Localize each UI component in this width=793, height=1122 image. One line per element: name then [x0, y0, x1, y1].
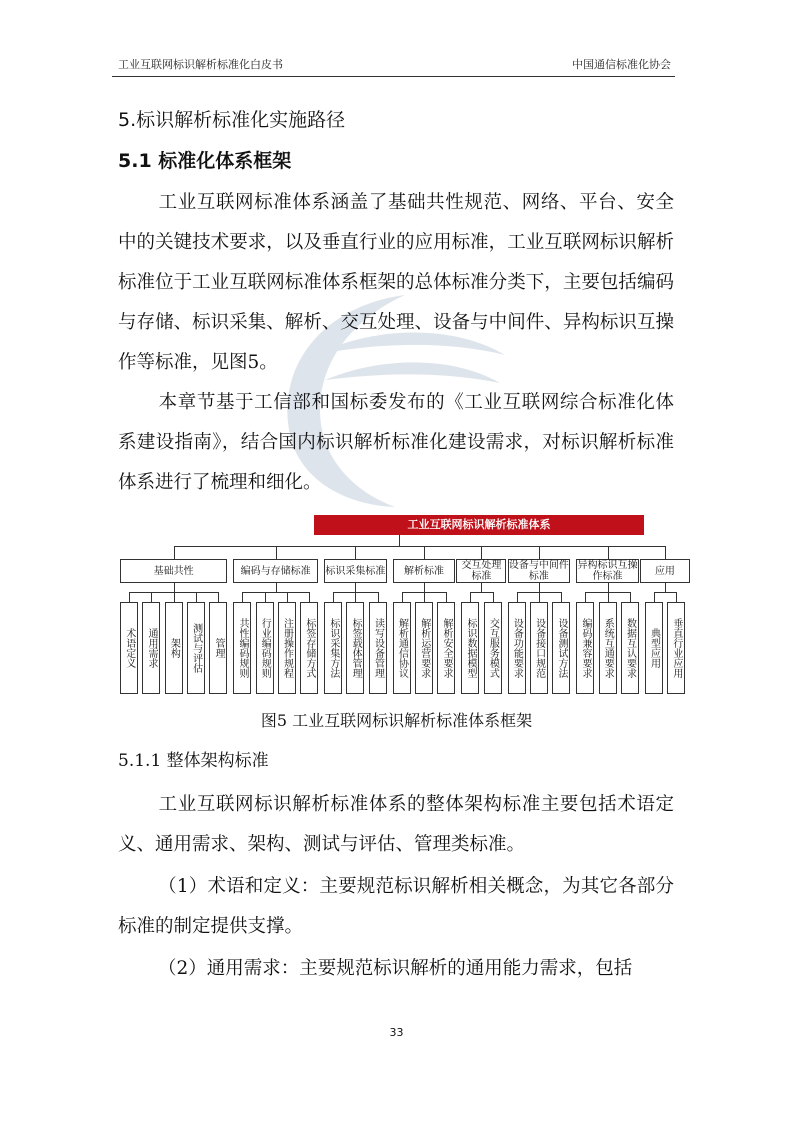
paragraph-1-text: 工业互联网标准体系涵盖了基础共性规范、网络、平台、安全中的关键技术要求，以及垂直行业的应用标准，工业互联网标识解析标准位于工业互联网标准体系框架的总体标准分类下，主要包括编码与存储、标识采集、解析、交互处理、设备与中间件、异构标识互操作等标准，见图5。: [118, 192, 674, 373]
section-title: 5.标识解析标准化实施路径: [118, 109, 346, 131]
connector-line: [539, 583, 540, 592]
leaf-standard: 典型应用: [645, 602, 663, 694]
connector-line: [402, 592, 403, 602]
connector-line: [608, 583, 609, 592]
connector-line: [424, 583, 425, 592]
figure-caption: 图5 工业互联网标识解析标准体系框架: [260, 711, 533, 730]
connector-line: [424, 592, 425, 602]
paragraph-2: [118, 383, 674, 503]
leaf-standard: 术语定义: [120, 602, 138, 694]
paragraph-2-text: 本章节基于工信部和国标委发布的《工业互联网综合标准化体系建设指南》，结合国内标识解析标准化建设需求，对标识解析标准体系进行了梳理和细化。: [118, 392, 674, 493]
connector-line: [481, 583, 482, 592]
leaf-standard: 读写设备管理: [369, 602, 387, 694]
connector-line: [242, 592, 310, 593]
connector-line: [665, 546, 666, 559]
leaf-standard: 解析通信协议: [393, 602, 411, 694]
leaf-standard: 标签存储方式: [300, 602, 318, 694]
connector-line: [151, 592, 152, 602]
leaf-standard: 编码兼容要求: [576, 602, 594, 694]
category-box: 设备与中间件标准: [508, 560, 569, 582]
category-box: 交互处理标准: [456, 559, 506, 583]
category-box: 标识采集标准: [324, 559, 387, 583]
connector-line: [539, 546, 540, 559]
connector-line: [378, 592, 379, 602]
connector-line: [355, 592, 356, 602]
leaf-standard: 行业编码规则: [256, 602, 274, 694]
category-box: 解析标准: [393, 559, 456, 583]
connector-line: [665, 583, 666, 592]
connector-line: [493, 592, 494, 602]
leaf-standard: 注册操作规程: [278, 602, 296, 694]
paragraph-4: [118, 867, 674, 947]
connector-line: [585, 592, 586, 602]
connector-line: [287, 592, 288, 602]
connector-line: [399, 535, 400, 546]
connector-line: [654, 592, 677, 593]
connector-line: [174, 583, 175, 592]
connector-line: [174, 546, 175, 559]
connector-line: [608, 546, 609, 559]
paragraph-3: [118, 785, 674, 865]
connector-line: [174, 592, 175, 602]
category-box: 基础共性: [120, 559, 227, 583]
leaf-standard: 交互服务模式: [484, 602, 502, 694]
connector-line: [517, 592, 518, 602]
connector-line: [174, 546, 666, 547]
connector-line: [630, 592, 631, 602]
paragraph-5-text: （2）通用需求：主要规范标识解析的通用能力需求，包括: [158, 958, 633, 979]
leaf-standard: 设备接口规范: [530, 602, 548, 694]
connector-line: [608, 592, 609, 602]
leaf-standard: 系统互通要求: [599, 602, 617, 694]
connector-line: [309, 592, 310, 602]
page-header: [118, 56, 671, 74]
connector-line: [276, 546, 277, 559]
connector-line: [561, 592, 562, 602]
standards-framework-diagram: [116, 515, 682, 701]
connector-line: [654, 592, 655, 602]
category-box: 编码与存储标准: [233, 559, 318, 583]
paragraph-4-text: （1）术语和定义：主要规范标识解析相关概念，为其它各部分标准的制定提供支撑。: [118, 876, 674, 937]
connector-line: [129, 592, 130, 602]
connector-line: [446, 592, 447, 602]
header-divider: [112, 76, 675, 77]
connector-line: [539, 592, 540, 602]
connector-line: [424, 546, 425, 559]
leaf-standard: 标识采集方法: [324, 602, 342, 694]
paragraph-3-text: 工业互联网标识解析标准体系的整体架构标准主要包括术语定义、通用需求、架构、测试与评估、管理类标准。: [118, 794, 674, 855]
connector-line: [218, 592, 219, 602]
leaf-standard: 共性编码规则: [233, 602, 251, 694]
connector-line: [242, 592, 243, 602]
connector-line: [333, 592, 334, 602]
subsubsection-title: 5.1.1 整体架构标准: [118, 751, 269, 771]
leaf-standard: 架构: [165, 602, 183, 694]
leaf-standard: 数据互认要求: [621, 602, 639, 694]
paragraph-5: [118, 949, 674, 989]
subsection-title: 5.1 标准化体系框架: [118, 150, 292, 172]
connector-line: [196, 592, 197, 602]
connector-line: [481, 546, 482, 559]
connector-line: [676, 592, 677, 602]
connector-line: [355, 583, 356, 592]
connector-line: [470, 592, 471, 602]
diagram-title: 工业互联网标识解析标准体系: [314, 515, 644, 535]
leaf-standard: 管理: [209, 602, 227, 694]
leaf-standard: 标签载体管理: [346, 602, 364, 694]
header-doc-title: 工业互联网标识解析标准化白皮书: [118, 58, 283, 71]
leaf-standard: 测试与评估: [187, 602, 205, 694]
leaf-standard: 解析安全要求: [437, 602, 455, 694]
leaf-standard: 设备测试方法: [552, 602, 570, 694]
connector-line: [276, 583, 277, 592]
leaf-standard: 解析运营要求: [415, 602, 433, 694]
header-org-name: 中国通信标准化协会: [572, 58, 671, 71]
leaf-standard: 通用需求: [142, 602, 160, 694]
leaf-standard: 设备功能要求: [508, 602, 526, 694]
connector-line: [470, 592, 493, 593]
connector-line: [265, 592, 266, 602]
category-box: 应用: [640, 559, 690, 583]
paragraph-1: [118, 183, 674, 383]
leaf-standard: 标识数据模型: [461, 602, 479, 694]
category-box: 异构标识互操作标准: [577, 560, 638, 582]
connector-line: [355, 546, 356, 559]
page-number: 33: [389, 1026, 404, 1039]
leaf-standard: 垂直行业应用: [667, 602, 685, 694]
